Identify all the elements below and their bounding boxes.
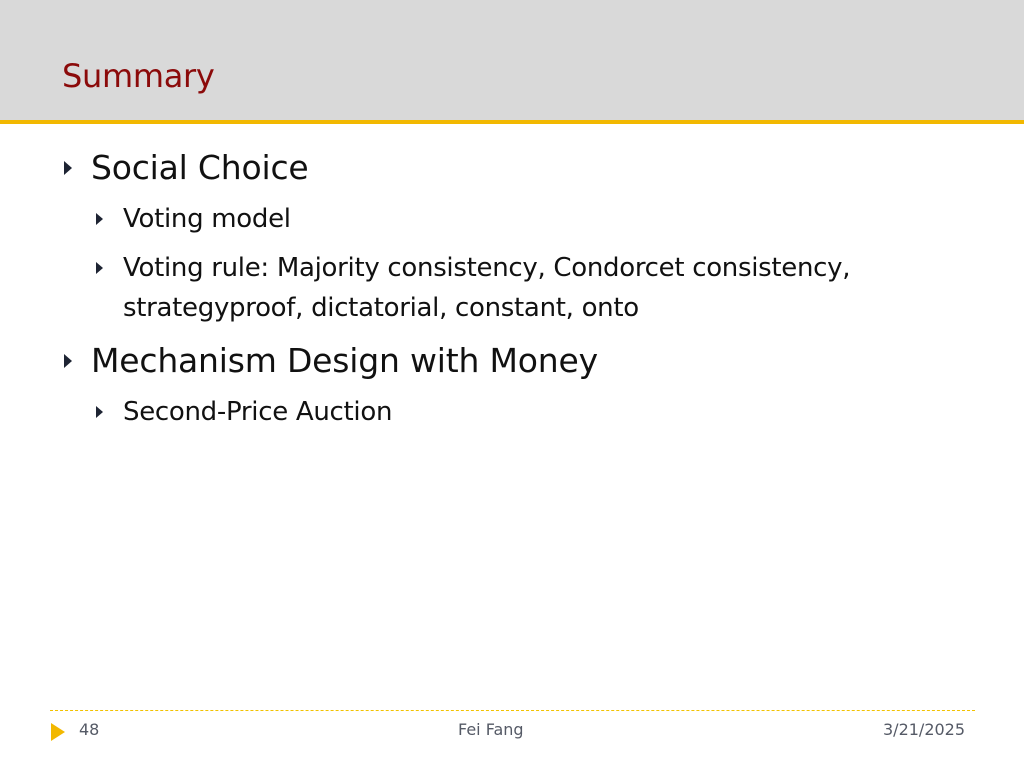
bullet-mechanism-design	[64, 341, 598, 381]
subbullet-voting-model	[96, 199, 291, 239]
page-number: 48	[79, 720, 100, 739]
subbullet-text: Voting model	[123, 204, 291, 234]
footer-date: 3/21/2025	[883, 720, 966, 739]
bullet-arrow-icon	[96, 262, 103, 274]
subbullet-second-price-auction	[96, 392, 392, 432]
bullet-text: Social Choice	[91, 148, 309, 187]
subbullet-text: strategyproof, dictatorial, constant, onto	[123, 293, 639, 323]
bullet-arrow-icon	[64, 354, 72, 368]
bullet-text: Mechanism Design with Money	[91, 341, 598, 380]
subbullet-text: Second-Price Auction	[123, 397, 393, 427]
subbullet-voting-rule	[96, 248, 850, 288]
footer-triangle-icon	[51, 723, 65, 741]
footer-author: Fei Fang	[458, 720, 524, 739]
bullet-social-choice	[64, 148, 309, 188]
footer-divider	[50, 710, 975, 711]
bullet-arrow-icon	[96, 213, 103, 225]
bullet-arrow-icon	[64, 161, 72, 175]
slide-title: Summary	[62, 57, 215, 95]
slide-header	[0, 0, 1024, 124]
bullet-arrow-icon	[96, 406, 103, 418]
subbullet-voting-rule-continued	[123, 288, 639, 328]
subbullet-text: Voting rule: Majority consistency, Condorcet consistency,	[123, 253, 851, 283]
